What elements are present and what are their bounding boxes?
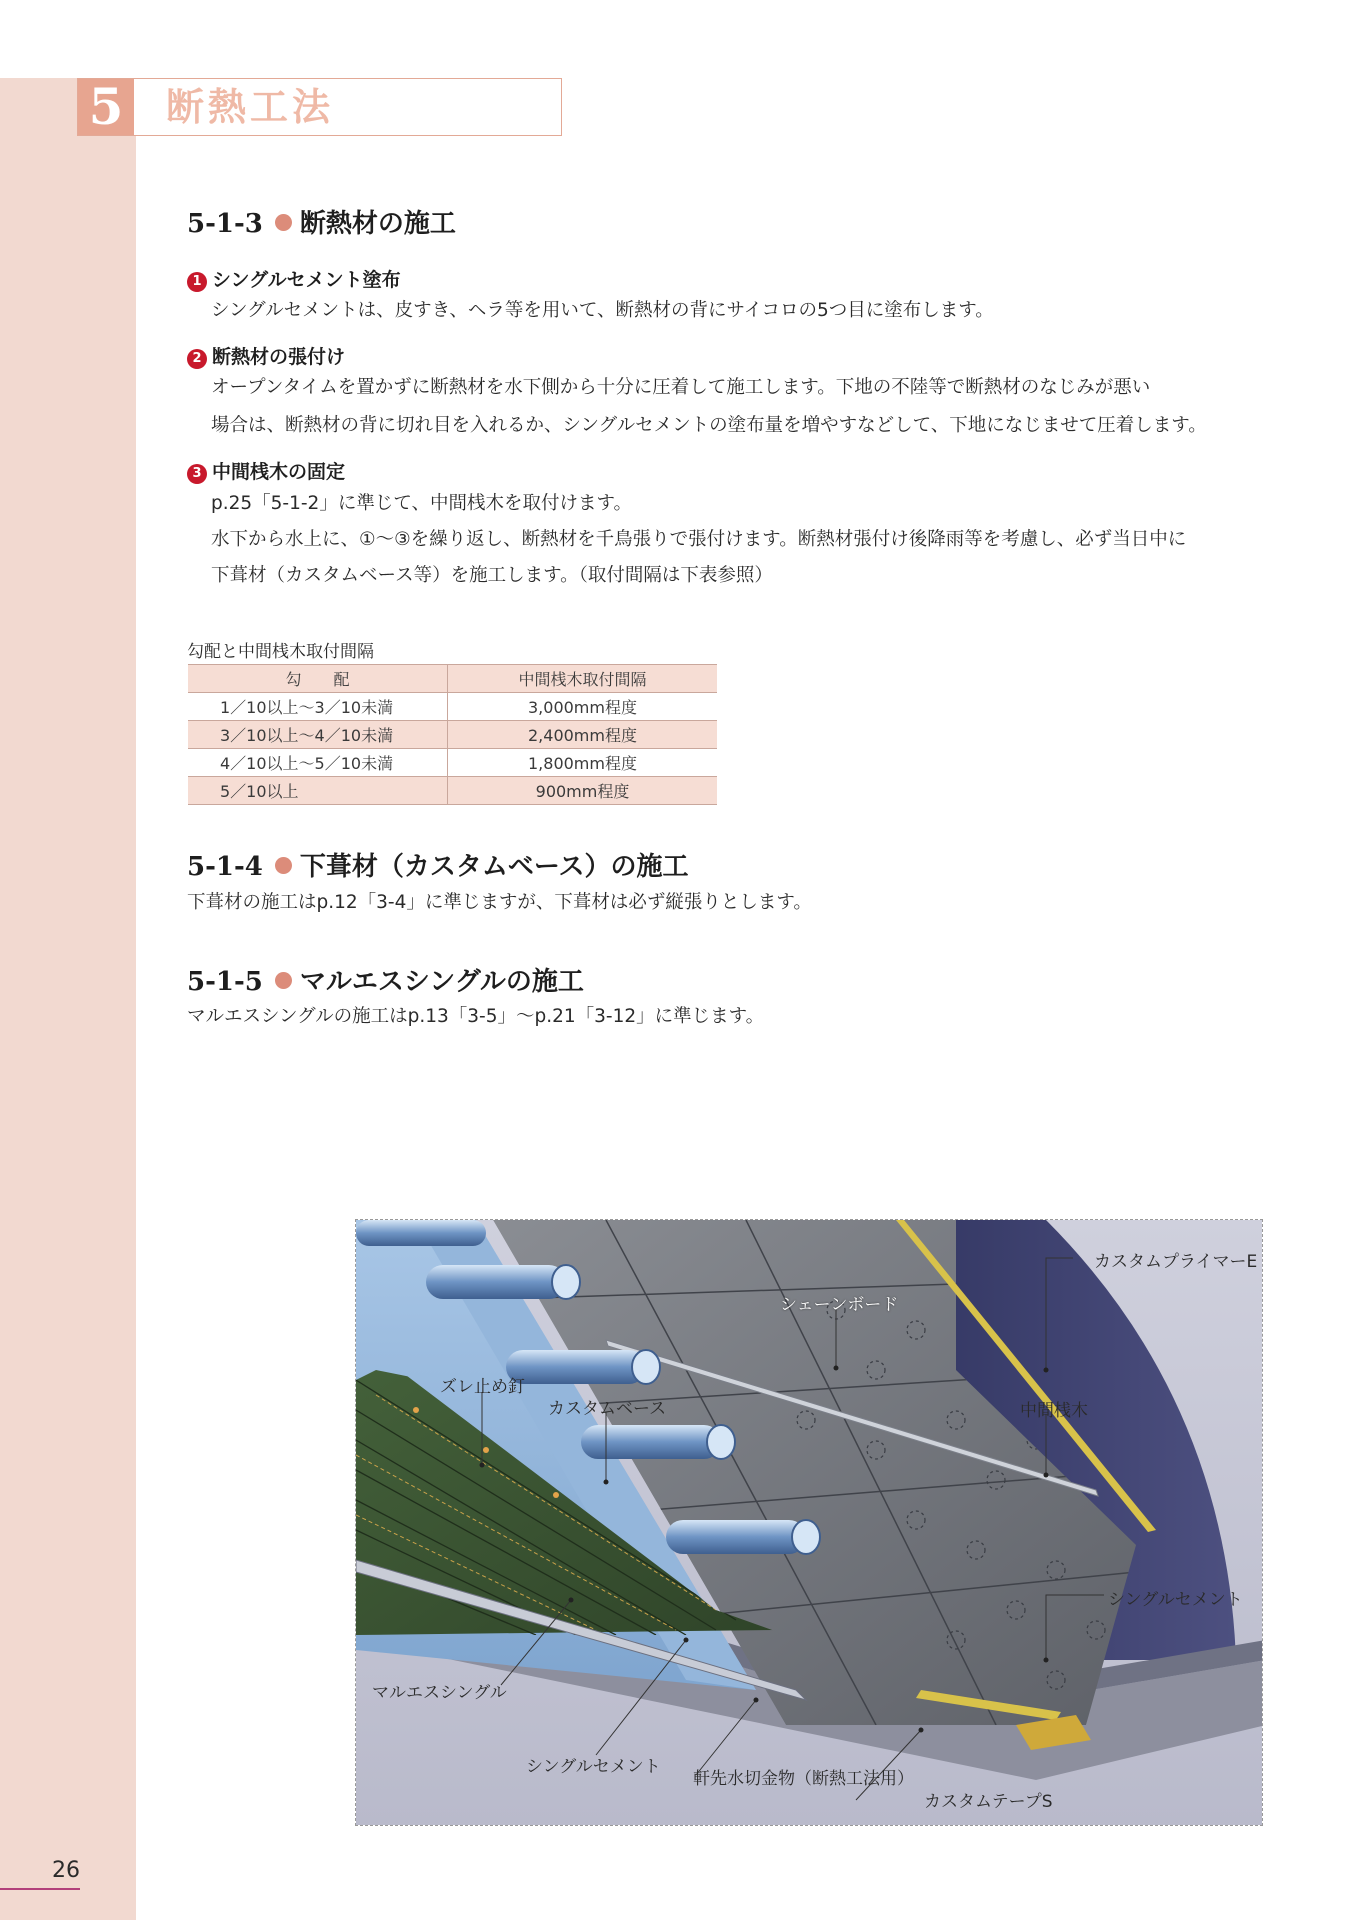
label-cement-bottom: シングルセメント: [526, 1757, 661, 1777]
side-band: [0, 78, 136, 1920]
label-batten: 中間桟木: [1020, 1401, 1088, 1421]
step-marker-icon: 3: [187, 464, 207, 484]
section-5-1-4-text: 下葺材の施工はp.12「3-4」に準じますが、下葺材は必ず縦張りとします。: [187, 892, 812, 913]
table-caption: 勾配と中間桟木取付間隔: [187, 642, 374, 662]
section-heading-5-1-3: [187, 203, 456, 240]
table-cell: 5／10以上: [188, 777, 448, 805]
label-tape: カスタムテープS: [924, 1792, 1053, 1812]
bullet-dot-icon: [275, 857, 292, 874]
step-marker-icon: 1: [187, 272, 207, 292]
label-base: カスタムベース: [548, 1399, 667, 1419]
section-heading-5-1-5: [187, 961, 584, 998]
step-marker-icon: 2: [187, 349, 207, 369]
label-board: シェーンボード: [780, 1295, 899, 1315]
step-2-text-line-2: 場合は、断熱材の背に切れ目を入れるか、シングルセメントの塗布量を増やすなどして、下地になじませて圧着します。: [211, 415, 1207, 436]
table-cell: 900mm程度: [448, 777, 718, 805]
step-1-text: シングルセメントは、皮すき、ヘラ等を用いて、断熱材の背にサイコロの5つ目に塗布します。: [211, 300, 994, 321]
step-3-text-line-3: 下葺材（カスタムベース等）を施工します。（取付間隔は下表参照）: [211, 565, 773, 586]
page-number: 26: [52, 1858, 80, 1883]
step-title: 断熱材の張付け: [212, 346, 346, 368]
table-row: [188, 693, 717, 721]
table-header-spacing: 中間桟木取付間隔: [448, 665, 718, 693]
step-heading-2: [187, 342, 345, 369]
label-cement-right: シングルセメント: [1108, 1590, 1243, 1610]
step-title: シングルセメント塗布: [212, 269, 401, 291]
table-row: [188, 777, 717, 805]
label-shingle: マルエスシングル: [372, 1683, 507, 1703]
section-title: 断熱材の施工: [299, 209, 456, 239]
table-cell: 1,800mm程度: [448, 749, 718, 777]
step-title: 中間桟木の固定: [212, 461, 346, 483]
step-heading-1: [187, 265, 401, 292]
chapter-header: [77, 78, 562, 136]
table-cell: 1／10以上〜3／10未満: [188, 693, 448, 721]
label-eaves: 軒先水切金物（断熱工法用）: [693, 1769, 914, 1789]
table-header-slope: 勾 配: [188, 665, 448, 693]
bullet-dot-icon: [275, 214, 292, 231]
spacing-table: [188, 664, 717, 805]
table-cell: 3／10以上〜4／10未満: [188, 721, 448, 749]
section-5-1-5-text: マルエスシングルの施工はp.13「3-5」〜p.21「3-12」に準じます。: [187, 1006, 765, 1027]
table-cell: 4／10以上〜5／10未満: [188, 749, 448, 777]
section-number: 5-1-3: [187, 209, 263, 239]
step-3-text-line-1: p.25「5-1-2」に準じて、中間桟木を取付けます。: [211, 493, 632, 514]
section-number: 5-1-5: [187, 967, 263, 997]
insulation-roof-diagram: [355, 1219, 1263, 1826]
step-3-text-line-2: 水下から水上に、①〜③を繰り返し、断熱材を千鳥張りで張付けます。断熱材張付け後降雨等を考慮し、必ず当日中に: [211, 529, 1187, 550]
chapter-number: 5: [78, 79, 134, 135]
bullet-dot-icon: [275, 972, 292, 989]
step-2-text-line-1: オープンタイムを置かずに断熱材を水下側から十分に圧着して施工します。下地の不陸等で断熱材のなじみが悪い: [211, 377, 1151, 398]
table-header-row: [188, 665, 717, 693]
section-heading-5-1-4: [187, 846, 689, 883]
step-heading-3: [187, 457, 345, 484]
section-number: 5-1-4: [187, 852, 263, 882]
section-title: マルエスシングルの施工: [299, 967, 584, 997]
table-row: [188, 721, 717, 749]
section-title: 下葺材（カスタムベース）の施工: [299, 852, 689, 882]
table-cell: 3,000mm程度: [448, 693, 718, 721]
chapter-title: 断熱工法: [166, 85, 335, 129]
table-row: [188, 749, 717, 777]
page-number-underline: [0, 1888, 80, 1890]
label-nail: ズレ止め釘: [440, 1377, 525, 1397]
table-cell: 2,400mm程度: [448, 721, 718, 749]
label-primer: カスタムプライマーE: [1094, 1252, 1258, 1272]
